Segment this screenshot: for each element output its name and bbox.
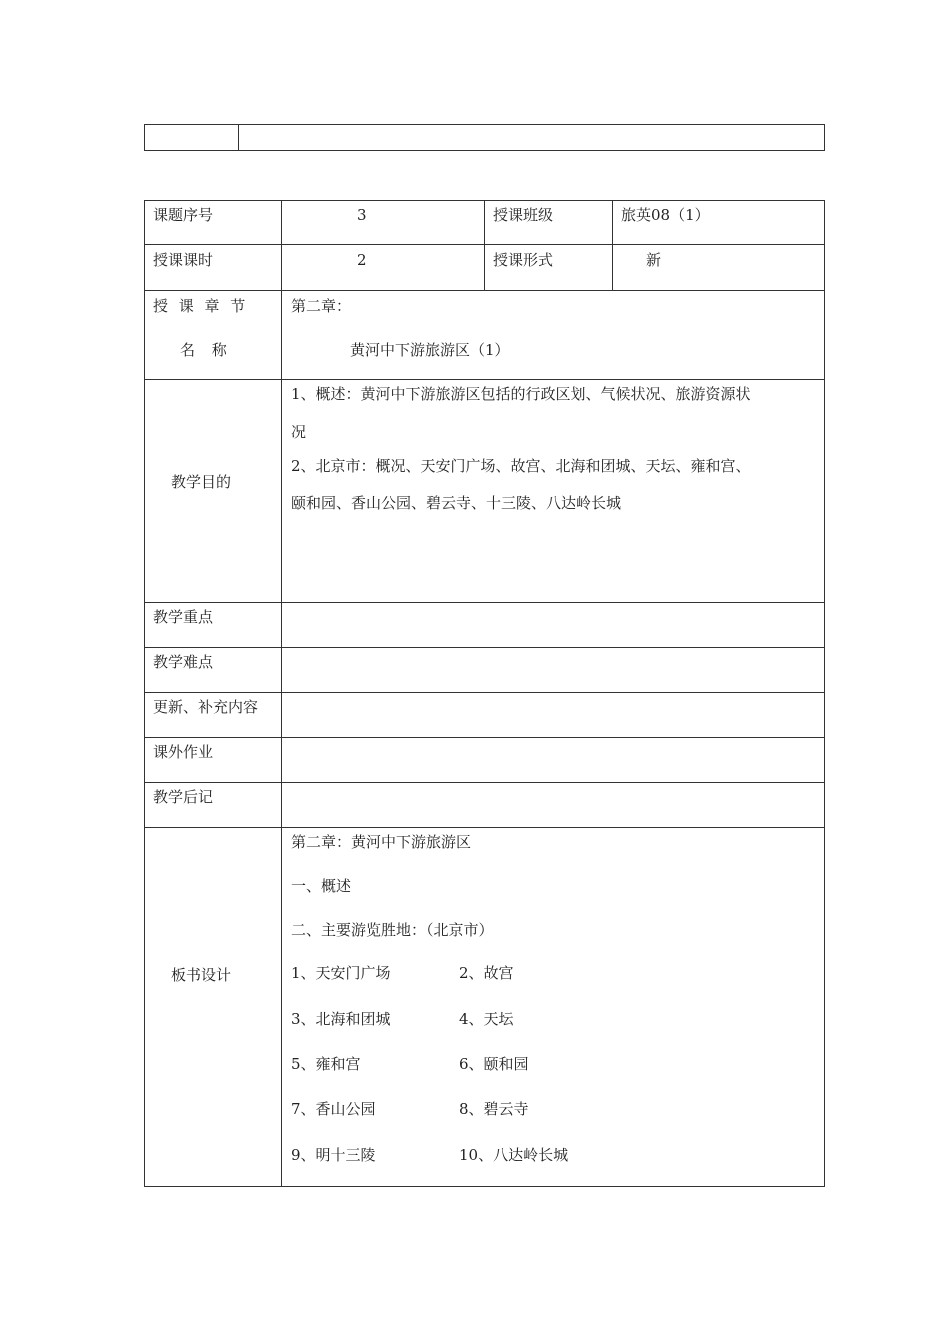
row-divider	[144, 602, 825, 603]
chapter-line1: 第二章：	[291, 297, 352, 315]
row-divider	[144, 379, 825, 380]
class-value: 旅英08（1）	[621, 206, 710, 224]
updates-label: 更新、补充内容	[153, 698, 259, 716]
row-divider	[144, 737, 825, 738]
objectives-line: 1、概述：黄河中下游旅游区包括的行政区划、气候状况、旅游资源状	[291, 385, 751, 403]
board-item: 5、雍和宫	[291, 1055, 361, 1073]
board-item: 10、八达岭长城	[459, 1146, 569, 1164]
chapter-label-line2: 名 称	[180, 341, 227, 359]
objectives-line: 况	[291, 423, 307, 441]
row-divider	[144, 782, 825, 783]
difficulties-label: 教学难点	[153, 653, 214, 671]
chapter-label-line1: 授 课 章 节	[153, 297, 249, 315]
board-item: 9、明十三陵	[291, 1146, 376, 1164]
board-title: 第二章：黄河中下游旅游区	[291, 833, 472, 851]
column-divider	[281, 200, 282, 1187]
board-item: 8、碧云寺	[459, 1100, 529, 1118]
board-item: 6、颐和园	[459, 1055, 529, 1073]
row-divider	[144, 692, 825, 693]
reflection-label: 教学后记	[153, 788, 214, 806]
teaching-form-label: 授课形式	[493, 251, 554, 269]
lesson-number-label: 课题序号	[153, 206, 214, 224]
homework-label: 课外作业	[153, 743, 214, 761]
row-divider	[144, 827, 825, 828]
board-item: 3、北海和团城	[291, 1010, 391, 1028]
class-label: 授课班级	[493, 206, 554, 224]
class-hours-label: 授课课时	[153, 251, 214, 269]
class-hours-value: 2	[357, 251, 367, 269]
column-divider	[612, 200, 613, 290]
board-item: 1、天安门广场	[291, 964, 391, 982]
board-item: 7、香山公园	[291, 1100, 376, 1118]
key-points-label: 教学重点	[153, 608, 214, 626]
top-table-divider	[238, 124, 239, 151]
board-label: 板书设计	[171, 966, 232, 984]
row-divider	[144, 290, 825, 291]
objectives-line: 颐和园、香山公园、碧云寺、十三陵、八达岭长城	[291, 494, 622, 512]
column-divider	[484, 200, 485, 290]
board-item: 4、天坛	[459, 1010, 514, 1028]
lesson-number-value: 3	[357, 206, 367, 224]
chapter-title: 黄河中下游旅游区（1）	[350, 341, 510, 359]
top-table	[144, 124, 825, 151]
objectives-line: 2、北京市：概况、天安门广场、故宫、北海和团城、天坛、雍和宫、	[291, 457, 751, 475]
objectives-label: 教学目的	[171, 473, 232, 491]
board-section: 一、概述	[291, 877, 352, 895]
teaching-form-value: 新	[646, 251, 662, 269]
board-section: 二、主要游览胜地：（北京市）	[291, 921, 494, 939]
row-divider	[144, 647, 825, 648]
board-item: 2、故宫	[459, 964, 514, 982]
